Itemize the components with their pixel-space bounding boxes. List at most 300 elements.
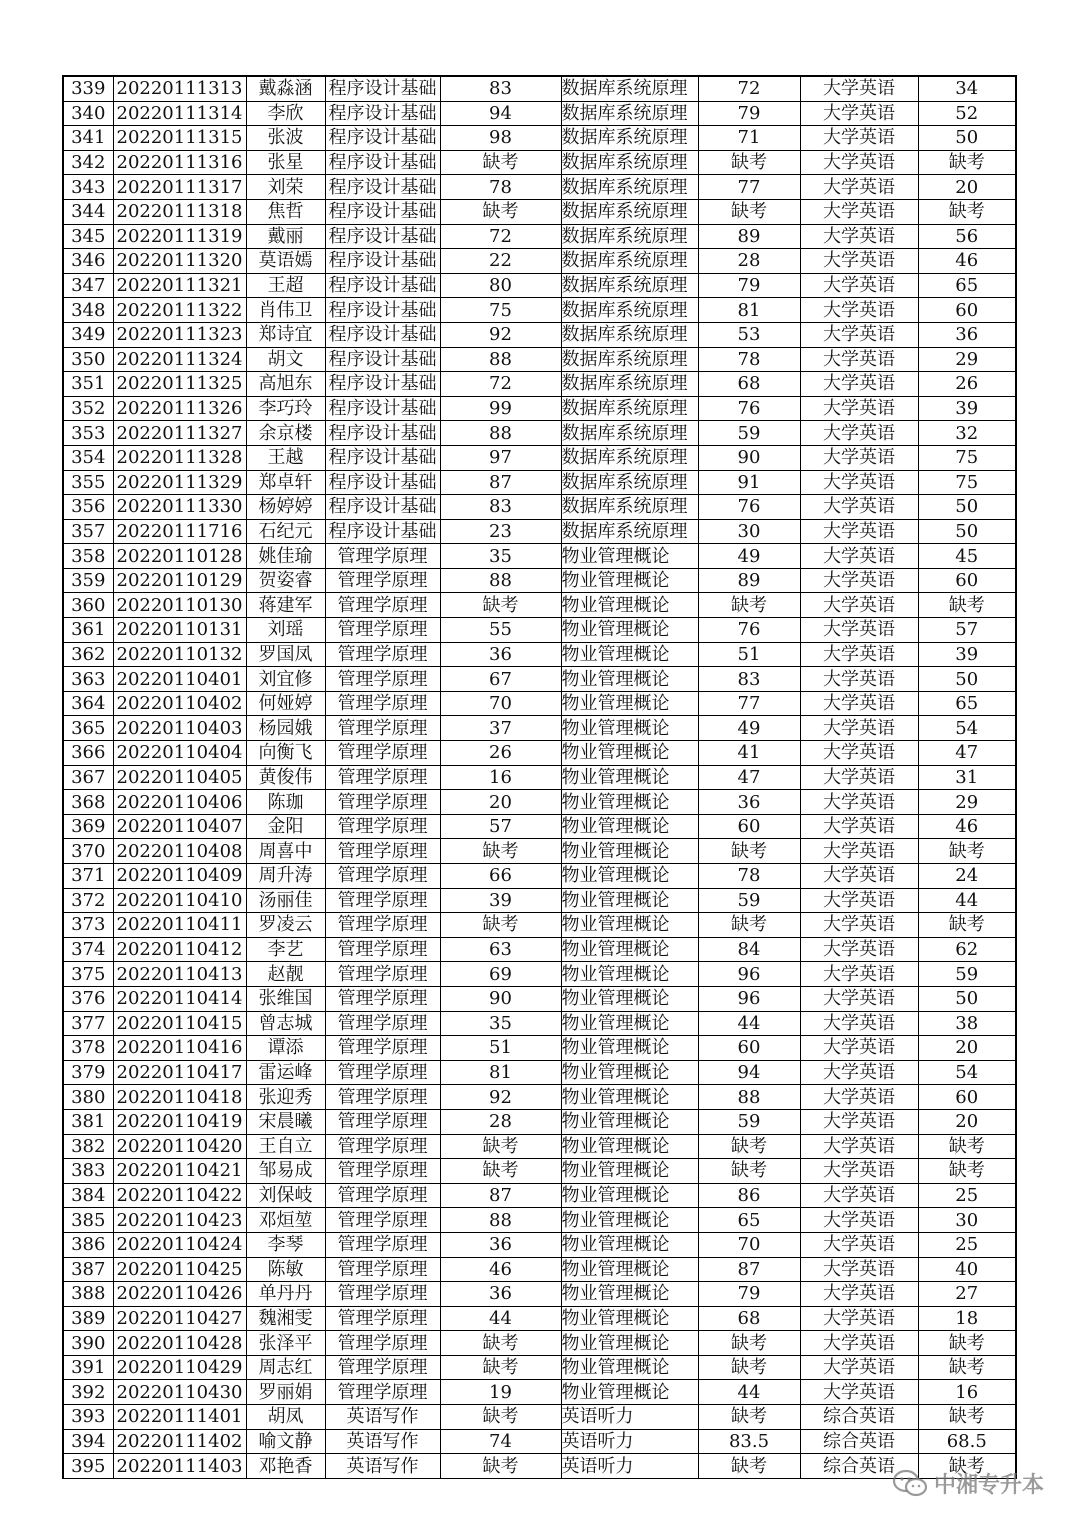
student-name-cell: 单丹丹 <box>246 1282 325 1307</box>
student-name-cell: 周志红 <box>246 1355 325 1380</box>
table-row <box>63 421 1016 446</box>
row-number-cell: 376 <box>63 986 113 1011</box>
row-number-cell: 389 <box>63 1306 113 1331</box>
subject-3-cell: 大学英语 <box>800 470 918 495</box>
subject-3-cell: 大学英语 <box>800 1036 918 1061</box>
subject-2-cell: 数据库系统原理 <box>561 175 698 200</box>
row-number-cell: 373 <box>63 913 113 938</box>
row-number-cell: 381 <box>63 1109 113 1134</box>
subject-1-cell: 管理学原理 <box>325 1085 440 1110</box>
row-number-cell: 378 <box>63 1036 113 1061</box>
row-number-cell: 384 <box>63 1183 113 1208</box>
subject-2-cell: 数据库系统原理 <box>561 273 698 298</box>
subject-3-cell: 大学英语 <box>800 322 918 347</box>
score-3-cell: 57 <box>918 618 1016 643</box>
score-2-cell: 79 <box>698 273 800 298</box>
score-1-cell: 67 <box>440 667 561 692</box>
subject-3-cell: 综合英语 <box>800 1454 918 1479</box>
student-name-cell: 莫语嫣 <box>246 249 325 274</box>
student-name-cell: 喻文静 <box>246 1429 325 1454</box>
student-name-cell: 张泽平 <box>246 1331 325 1356</box>
score-1-cell: 72 <box>440 372 561 397</box>
subject-3-cell: 大学英语 <box>800 790 918 815</box>
subject-2-cell: 数据库系统原理 <box>561 199 698 224</box>
subject-1-cell: 管理学原理 <box>325 1306 440 1331</box>
subject-1-cell: 管理学原理 <box>325 1011 440 1036</box>
subject-1-cell: 管理学原理 <box>325 1208 440 1233</box>
subject-2-cell: 物业管理概论 <box>561 691 698 716</box>
table-row <box>63 864 1016 889</box>
row-number-cell: 352 <box>63 396 113 421</box>
student-name-cell: 张波 <box>246 126 325 151</box>
watermark <box>892 1468 1044 1499</box>
table-row <box>63 396 1016 421</box>
subject-3-cell: 大学英语 <box>800 1109 918 1134</box>
subject-2-cell: 物业管理概论 <box>561 593 698 618</box>
subject-1-cell: 程序设计基础 <box>325 445 440 470</box>
score-2-cell: 44 <box>698 1011 800 1036</box>
score-2-cell: 缺考 <box>698 913 800 938</box>
score-2-cell: 77 <box>698 175 800 200</box>
table-row <box>63 937 1016 962</box>
student-name-cell: 余京楼 <box>246 421 325 446</box>
exam-id-cell: 20220111329 <box>113 470 246 495</box>
subject-3-cell: 大学英语 <box>800 913 918 938</box>
student-name-cell: 李欣 <box>246 101 325 126</box>
subject-2-cell: 物业管理概论 <box>561 1208 698 1233</box>
score-1-cell: 88 <box>440 568 561 593</box>
score-2-cell: 68 <box>698 1306 800 1331</box>
table-row <box>63 1331 1016 1356</box>
subject-1-cell: 程序设计基础 <box>325 249 440 274</box>
score-3-cell: 65 <box>918 273 1016 298</box>
row-number-cell: 357 <box>63 519 113 544</box>
table-row <box>63 445 1016 470</box>
score-2-cell: 60 <box>698 1036 800 1061</box>
subject-2-cell: 数据库系统原理 <box>561 224 698 249</box>
student-name-cell: 李巧玲 <box>246 396 325 421</box>
exam-id-cell: 20220111326 <box>113 396 246 421</box>
student-name-cell: 刘瑶 <box>246 618 325 643</box>
subject-3-cell: 大学英语 <box>800 691 918 716</box>
subject-2-cell: 物业管理概论 <box>561 1331 698 1356</box>
subject-3-cell: 大学英语 <box>800 1355 918 1380</box>
subject-1-cell: 管理学原理 <box>325 1282 440 1307</box>
score-2-cell: 41 <box>698 741 800 766</box>
subject-3-cell: 大学英语 <box>800 445 918 470</box>
row-number-cell: 354 <box>63 445 113 470</box>
table-row <box>63 790 1016 815</box>
student-name-cell: 魏湘雯 <box>246 1306 325 1331</box>
score-2-cell: 缺考 <box>698 1331 800 1356</box>
score-1-cell: 74 <box>440 1429 561 1454</box>
score-3-cell: 缺考 <box>918 199 1016 224</box>
table-row <box>63 470 1016 495</box>
score-3-cell: 75 <box>918 445 1016 470</box>
score-2-cell: 59 <box>698 888 800 913</box>
score-2-cell: 78 <box>698 864 800 889</box>
exam-id-cell: 20220110410 <box>113 888 246 913</box>
table-row <box>63 1282 1016 1307</box>
table-row <box>63 593 1016 618</box>
exam-id-cell: 20220110422 <box>113 1183 246 1208</box>
subject-3-cell: 大学英语 <box>800 1060 918 1085</box>
score-3-cell: 50 <box>918 667 1016 692</box>
row-number-cell: 370 <box>63 839 113 864</box>
score-3-cell: 75 <box>918 470 1016 495</box>
score-3-cell: 缺考 <box>918 1454 1016 1479</box>
score-2-cell: 83 <box>698 667 800 692</box>
student-name-cell: 张维国 <box>246 986 325 1011</box>
score-2-cell: 49 <box>698 716 800 741</box>
exam-id-cell: 20220110421 <box>113 1159 246 1184</box>
student-name-cell: 高旭东 <box>246 372 325 397</box>
exam-id-cell: 20220110128 <box>113 544 246 569</box>
score-2-cell: 65 <box>698 1208 800 1233</box>
score-2-cell: 缺考 <box>698 1355 800 1380</box>
student-name-cell: 杨婷婷 <box>246 495 325 520</box>
subject-1-cell: 管理学原理 <box>325 1036 440 1061</box>
score-3-cell: 50 <box>918 986 1016 1011</box>
table-row <box>63 1109 1016 1134</box>
score-3-cell: 缺考 <box>918 913 1016 938</box>
score-2-cell: 59 <box>698 421 800 446</box>
exam-id-cell: 20220110408 <box>113 839 246 864</box>
subject-3-cell: 大学英语 <box>800 667 918 692</box>
score-1-cell: 83 <box>440 76 561 101</box>
subject-3-cell: 大学英语 <box>800 1011 918 1036</box>
score-1-cell: 35 <box>440 544 561 569</box>
table-row <box>63 839 1016 864</box>
exam-id-cell: 20220111319 <box>113 224 246 249</box>
score-3-cell: 26 <box>918 372 1016 397</box>
exam-id-cell: 20220111313 <box>113 76 246 101</box>
student-name-cell: 金阳 <box>246 814 325 839</box>
subject-2-cell: 物业管理概论 <box>561 1257 698 1282</box>
score-2-cell: 缺考 <box>698 150 800 175</box>
score-3-cell: 缺考 <box>918 593 1016 618</box>
score-3-cell: 50 <box>918 519 1016 544</box>
student-name-cell: 郑卓轩 <box>246 470 325 495</box>
subject-3-cell: 大学英语 <box>800 741 918 766</box>
subject-3-cell: 大学英语 <box>800 1331 918 1356</box>
score-3-cell: 47 <box>918 741 1016 766</box>
student-name-cell: 罗丽娟 <box>246 1380 325 1405</box>
subject-1-cell: 程序设计基础 <box>325 396 440 421</box>
student-name-cell: 戴淼涵 <box>246 76 325 101</box>
student-name-cell: 邹易成 <box>246 1159 325 1184</box>
student-name-cell: 罗国凤 <box>246 642 325 667</box>
exam-id-cell: 20220110406 <box>113 790 246 815</box>
score-2-cell: 84 <box>698 937 800 962</box>
exam-id-cell: 20220111316 <box>113 150 246 175</box>
score-3-cell: 50 <box>918 126 1016 151</box>
student-name-cell: 焦哲 <box>246 199 325 224</box>
subject-3-cell: 大学英语 <box>800 249 918 274</box>
score-3-cell: 40 <box>918 1257 1016 1282</box>
subject-3-cell: 大学英语 <box>800 937 918 962</box>
subject-1-cell: 管理学原理 <box>325 1380 440 1405</box>
score-3-cell: 29 <box>918 347 1016 372</box>
table-row <box>63 1232 1016 1257</box>
row-number-cell: 362 <box>63 642 113 667</box>
exam-id-cell: 20220110407 <box>113 814 246 839</box>
row-number-cell: 372 <box>63 888 113 913</box>
subject-3-cell: 大学英语 <box>800 618 918 643</box>
exam-id-cell: 20220110414 <box>113 986 246 1011</box>
subject-3-cell: 大学英语 <box>800 1134 918 1159</box>
score-1-cell: 97 <box>440 445 561 470</box>
exam-id-cell: 20220110418 <box>113 1085 246 1110</box>
row-number-cell: 347 <box>63 273 113 298</box>
subject-3-cell: 大学英语 <box>800 765 918 790</box>
student-name-cell: 胡文 <box>246 347 325 372</box>
exam-id-cell: 20220111327 <box>113 421 246 446</box>
subject-2-cell: 英语听力 <box>561 1405 698 1430</box>
score-3-cell: 缺考 <box>918 1405 1016 1430</box>
score-2-cell: 96 <box>698 962 800 987</box>
row-number-cell: 353 <box>63 421 113 446</box>
student-name-cell: 刘荣 <box>246 175 325 200</box>
subject-3-cell: 大学英语 <box>800 1159 918 1184</box>
exam-id-cell: 20220110424 <box>113 1232 246 1257</box>
row-number-cell: 386 <box>63 1232 113 1257</box>
subject-2-cell: 数据库系统原理 <box>561 347 698 372</box>
subject-1-cell: 管理学原理 <box>325 1134 440 1159</box>
table-row <box>63 495 1016 520</box>
subject-1-cell: 管理学原理 <box>325 741 440 766</box>
row-number-cell: 365 <box>63 716 113 741</box>
exam-id-cell: 20220110401 <box>113 667 246 692</box>
table-row <box>63 544 1016 569</box>
table-row <box>63 986 1016 1011</box>
score-2-cell: 60 <box>698 814 800 839</box>
score-1-cell: 缺考 <box>440 150 561 175</box>
score-1-cell: 88 <box>440 421 561 446</box>
row-number-cell: 359 <box>63 568 113 593</box>
table-row <box>63 1429 1016 1454</box>
subject-1-cell: 管理学原理 <box>325 691 440 716</box>
row-number-cell: 366 <box>63 741 113 766</box>
score-3-cell: 31 <box>918 765 1016 790</box>
table-row <box>63 741 1016 766</box>
subject-1-cell: 管理学原理 <box>325 1109 440 1134</box>
student-name-cell: 杨园娥 <box>246 716 325 741</box>
table-row <box>63 1355 1016 1380</box>
subject-2-cell: 物业管理概论 <box>561 1159 698 1184</box>
subject-2-cell: 数据库系统原理 <box>561 445 698 470</box>
score-1-cell: 35 <box>440 1011 561 1036</box>
student-name-cell: 李琴 <box>246 1232 325 1257</box>
score-2-cell: 28 <box>698 249 800 274</box>
exam-id-cell: 20220110425 <box>113 1257 246 1282</box>
score-2-cell: 缺考 <box>698 199 800 224</box>
table-row <box>63 1380 1016 1405</box>
score-3-cell: 25 <box>918 1183 1016 1208</box>
table-row <box>63 888 1016 913</box>
subject-2-cell: 数据库系统原理 <box>561 298 698 323</box>
score-3-cell: 45 <box>918 544 1016 569</box>
score-1-cell: 80 <box>440 273 561 298</box>
exam-id-cell: 20220110129 <box>113 568 246 593</box>
exam-id-cell: 20220110131 <box>113 618 246 643</box>
score-1-cell: 19 <box>440 1380 561 1405</box>
student-name-cell: 王自立 <box>246 1134 325 1159</box>
subject-2-cell: 物业管理概论 <box>561 1060 698 1085</box>
subject-3-cell: 综合英语 <box>800 1429 918 1454</box>
row-number-cell: 341 <box>63 126 113 151</box>
table-row <box>63 1159 1016 1184</box>
subject-1-cell: 管理学原理 <box>325 667 440 692</box>
subject-2-cell: 数据库系统原理 <box>561 126 698 151</box>
student-name-cell: 张迎秀 <box>246 1085 325 1110</box>
score-2-cell: 91 <box>698 470 800 495</box>
exam-id-cell: 20220110426 <box>113 1282 246 1307</box>
score-3-cell: 39 <box>918 396 1016 421</box>
score-2-cell: 89 <box>698 224 800 249</box>
row-number-cell: 364 <box>63 691 113 716</box>
row-number-cell: 375 <box>63 962 113 987</box>
student-name-cell: 李艺 <box>246 937 325 962</box>
table-row <box>63 1405 1016 1430</box>
table-row <box>63 1306 1016 1331</box>
subject-1-cell: 程序设计基础 <box>325 126 440 151</box>
row-number-cell: 349 <box>63 322 113 347</box>
row-number-cell: 351 <box>63 372 113 397</box>
table-row <box>63 76 1016 101</box>
table-row <box>63 322 1016 347</box>
score-3-cell: 46 <box>918 249 1016 274</box>
row-number-cell: 382 <box>63 1134 113 1159</box>
subject-3-cell: 大学英语 <box>800 593 918 618</box>
wechat-icon <box>892 1469 928 1499</box>
score-3-cell: 20 <box>918 1109 1016 1134</box>
table-row <box>63 126 1016 151</box>
score-1-cell: 36 <box>440 1232 561 1257</box>
score-1-cell: 39 <box>440 888 561 913</box>
score-3-cell: 65 <box>918 691 1016 716</box>
exam-id-cell: 20220110428 <box>113 1331 246 1356</box>
table-row <box>63 716 1016 741</box>
score-2-cell: 53 <box>698 322 800 347</box>
subject-1-cell: 管理学原理 <box>325 888 440 913</box>
score-3-cell: 39 <box>918 642 1016 667</box>
subject-3-cell: 大学英语 <box>800 716 918 741</box>
subject-3-cell: 大学英语 <box>800 199 918 224</box>
score-2-cell: 83.5 <box>698 1429 800 1454</box>
score-3-cell: 46 <box>918 814 1016 839</box>
subject-1-cell: 管理学原理 <box>325 544 440 569</box>
score-1-cell: 16 <box>440 765 561 790</box>
table-row <box>63 913 1016 938</box>
table-row <box>63 618 1016 643</box>
subject-2-cell: 数据库系统原理 <box>561 421 698 446</box>
score-1-cell: 28 <box>440 1109 561 1134</box>
row-number-cell: 344 <box>63 199 113 224</box>
subject-3-cell: 大学英语 <box>800 76 918 101</box>
score-2-cell: 86 <box>698 1183 800 1208</box>
student-name-cell: 邓艳香 <box>246 1454 325 1479</box>
student-name-cell: 贺姿睿 <box>246 568 325 593</box>
exam-id-cell: 20220110419 <box>113 1109 246 1134</box>
score-2-cell: 78 <box>698 347 800 372</box>
score-1-cell: 23 <box>440 519 561 544</box>
score-3-cell: 29 <box>918 790 1016 815</box>
exam-id-cell: 20220111320 <box>113 249 246 274</box>
score-3-cell: 54 <box>918 716 1016 741</box>
score-3-cell: 50 <box>918 495 1016 520</box>
score-3-cell: 缺考 <box>918 1134 1016 1159</box>
score-1-cell: 缺考 <box>440 199 561 224</box>
score-1-cell: 22 <box>440 249 561 274</box>
subject-2-cell: 英语听力 <box>561 1454 698 1479</box>
score-1-cell: 70 <box>440 691 561 716</box>
row-number-cell: 361 <box>63 618 113 643</box>
exam-id-cell: 20220110402 <box>113 691 246 716</box>
student-name-cell: 郑诗宜 <box>246 322 325 347</box>
subject-3-cell: 大学英语 <box>800 814 918 839</box>
score-3-cell: 60 <box>918 568 1016 593</box>
row-number-cell: 394 <box>63 1429 113 1454</box>
subject-1-cell: 管理学原理 <box>325 962 440 987</box>
score-1-cell: 55 <box>440 618 561 643</box>
subject-3-cell: 大学英语 <box>800 495 918 520</box>
subject-1-cell: 管理学原理 <box>325 864 440 889</box>
subject-3-cell: 大学英语 <box>800 347 918 372</box>
score-3-cell: 52 <box>918 101 1016 126</box>
student-name-cell: 张星 <box>246 150 325 175</box>
score-2-cell: 44 <box>698 1380 800 1405</box>
table-row <box>63 1183 1016 1208</box>
subject-1-cell: 管理学原理 <box>325 765 440 790</box>
score-2-cell: 76 <box>698 396 800 421</box>
subject-2-cell: 物业管理概论 <box>561 1134 698 1159</box>
exam-id-cell: 20220110429 <box>113 1355 246 1380</box>
subject-1-cell: 管理学原理 <box>325 814 440 839</box>
table-row <box>63 568 1016 593</box>
score-2-cell: 94 <box>698 1060 800 1085</box>
score-1-cell: 缺考 <box>440 1134 561 1159</box>
score-1-cell: 缺考 <box>440 1454 561 1479</box>
subject-3-cell: 大学英语 <box>800 1208 918 1233</box>
subject-2-cell: 物业管理概论 <box>561 741 698 766</box>
exam-id-cell: 20220111716 <box>113 519 246 544</box>
exam-id-cell: 20220110420 <box>113 1134 246 1159</box>
row-number-cell: 358 <box>63 544 113 569</box>
subject-1-cell: 程序设计基础 <box>325 298 440 323</box>
student-name-cell: 戴丽 <box>246 224 325 249</box>
score-3-cell: 16 <box>918 1380 1016 1405</box>
exam-id-cell: 20220110411 <box>113 913 246 938</box>
exam-id-cell: 20220110413 <box>113 962 246 987</box>
score-3-cell: 27 <box>918 1282 1016 1307</box>
subject-3-cell: 大学英语 <box>800 372 918 397</box>
subject-3-cell: 大学英语 <box>800 273 918 298</box>
score-3-cell: 62 <box>918 937 1016 962</box>
table-row <box>63 814 1016 839</box>
subject-1-cell: 管理学原理 <box>325 937 440 962</box>
score-1-cell: 44 <box>440 1306 561 1331</box>
exam-id-cell: 20220111317 <box>113 175 246 200</box>
score-1-cell: 99 <box>440 396 561 421</box>
score-2-cell: 70 <box>698 1232 800 1257</box>
table-row <box>63 519 1016 544</box>
student-name-cell: 雷运峰 <box>246 1060 325 1085</box>
row-number-cell: 380 <box>63 1085 113 1110</box>
subject-2-cell: 物业管理概论 <box>561 790 698 815</box>
exam-id-cell: 20220110132 <box>113 642 246 667</box>
exam-id-cell: 20220111324 <box>113 347 246 372</box>
